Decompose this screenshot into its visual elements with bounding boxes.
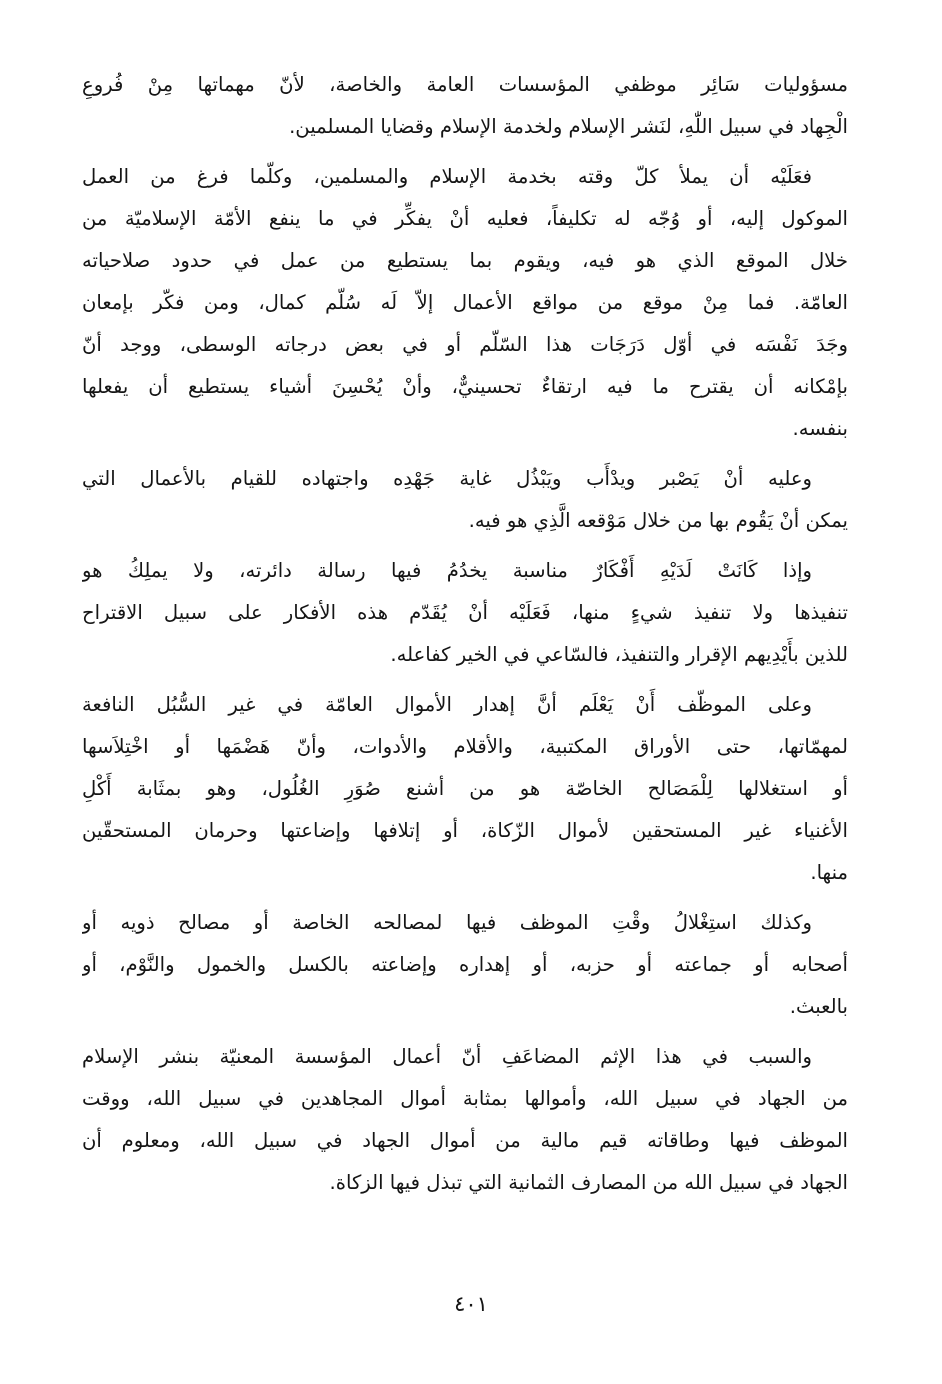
text-line: أصحابه أو جماعته أو حزبه، أو إهداره وإضاعته بالكسل والخمول والنَّوْم، أو: [82, 953, 848, 976]
text-line: والسبب في هذا الإثم المضاعَفِ أنّ أعمال المؤسسة المعنيّة بنشر الإسلام: [82, 1045, 812, 1068]
text-line: الجهاد في سبيل الله من المصارف الثمانية التي تبذل فيها الزكاة.: [329, 1171, 848, 1194]
text-line: خلال الموقع الذي هو فيه، ويقوم بما يستطيع من عمل في حدود صلاحياته: [82, 249, 848, 272]
text-line: وعليه أنْ يَصْبر ويدْأَب ويَبْذُل غاية جَهْدِه واجتهاده للقيام بالأعمال التي: [82, 467, 812, 490]
paragraph: [82, 1036, 848, 1204]
page-number: ٤٠١: [454, 1292, 488, 1316]
text-line: الأغنياء غير المستحقين لأموال الزّكاة، أو إتلافها وإضاعتها وحرمان المستحقّين: [82, 819, 848, 842]
text-line: من الجهاد في سبيل الله، وأموالها بمثابة أموال المجاهدين في سبيل الله، ووقت: [82, 1087, 848, 1110]
text-line: الْجِهاد في سبيل اللّٰهِ، لنَشر الإسلام ولخدمة الإسلام وقضايا المسلمين.: [289, 115, 848, 138]
text-line: منها.: [810, 861, 848, 884]
text-line: بالعبث.: [789, 995, 848, 1018]
page-body-text: [82, 64, 848, 1212]
text-line: تنفيذها ولا تنفيذ شيءٍ منها، فَعَلَيْه أنْ يُقَدّم هذه الأفكار على سبيل الاقتراح: [82, 601, 848, 624]
text-line: لمهمّاتها، حتى الأوراق المكتبية، والأقلام والأدوات، وأنّ هَضْمَها أو اخْتِلاَسها: [82, 735, 848, 758]
paragraph: [82, 458, 848, 542]
text-line: بنفسه.: [792, 417, 848, 440]
text-line: بإمْكانه أن يقترح ما فيه ارتقاءٌ تحسينيٌّ، وأنْ يُحْسِنَ أشياء يستطيع أن يفعلها: [82, 375, 848, 398]
text-line: وكذلك استِغْلالُ وقْتِ الموظف فيها لمصالحه الخاصة أو مصالح ذويه أو: [82, 911, 812, 934]
paragraph: [82, 156, 848, 450]
paragraph: [82, 902, 848, 1028]
paragraph: [82, 550, 848, 676]
paragraph: [82, 64, 848, 148]
text-line: الموكول إليه، أو وُجّه له تكليفاً، فعليه أنْ يفكِّر في ما ينفع الأمّة الإسلاميّة من: [82, 207, 848, 230]
text-line: فعَلَيْه أن يملأ كلّ وقته بخدمة الإسلام والمسلمين، وكلّما فرغ من العمل: [82, 165, 812, 188]
text-line: للذين بأَيْدِيهم الإقرار والتنفيذ، فالسّاعي في الخير كفاعله.: [390, 643, 848, 666]
text-line: الموظف فيها وطاقاته قيم مالية من أموال الجهاد في سبيل الله، ومعلوم أن: [82, 1129, 848, 1152]
paragraph: [82, 684, 848, 894]
text-line: وجَدَ نَفْسَه في أوّل دَرَجَات هذا السّلّم أو في بعض درجاته الوسطى، ووجد أنّ: [82, 333, 848, 356]
text-line: يمكن أنْ يَقُوم بها من خلال مَوْقعه الَّذِي هو فيه.: [468, 509, 848, 532]
text-line: وعلى الموظّف أَنْ يَعْلَم أنَّ إهدار الأموال العامّة في غير السُّبُل النافعة: [82, 693, 812, 716]
text-line: وإذا كَانَتْ لَدَيْهِ أَفْكَارٌ مناسبة يخدُمُ فيها رسالة دائرته، ولا يملِكُ هو: [82, 559, 812, 582]
text-line: العامّة. فما مِنْ موقع من مواقع الأعمال إلاّ لَه سُلّم كمال، ومن فكّر بإمعان: [82, 291, 848, 314]
text-line: أو استغلالها لِلْمَصَالح الخاصّة هو من أشنع صُوَرِ الغُلُول، وهو بمثَابة أَكْلِ: [82, 777, 848, 800]
text-line: مسؤوليات سَائِر موظفي المؤسسات العامة والخاصة، لأنّ مهماتها مِنْ فُروعِ: [82, 73, 848, 96]
